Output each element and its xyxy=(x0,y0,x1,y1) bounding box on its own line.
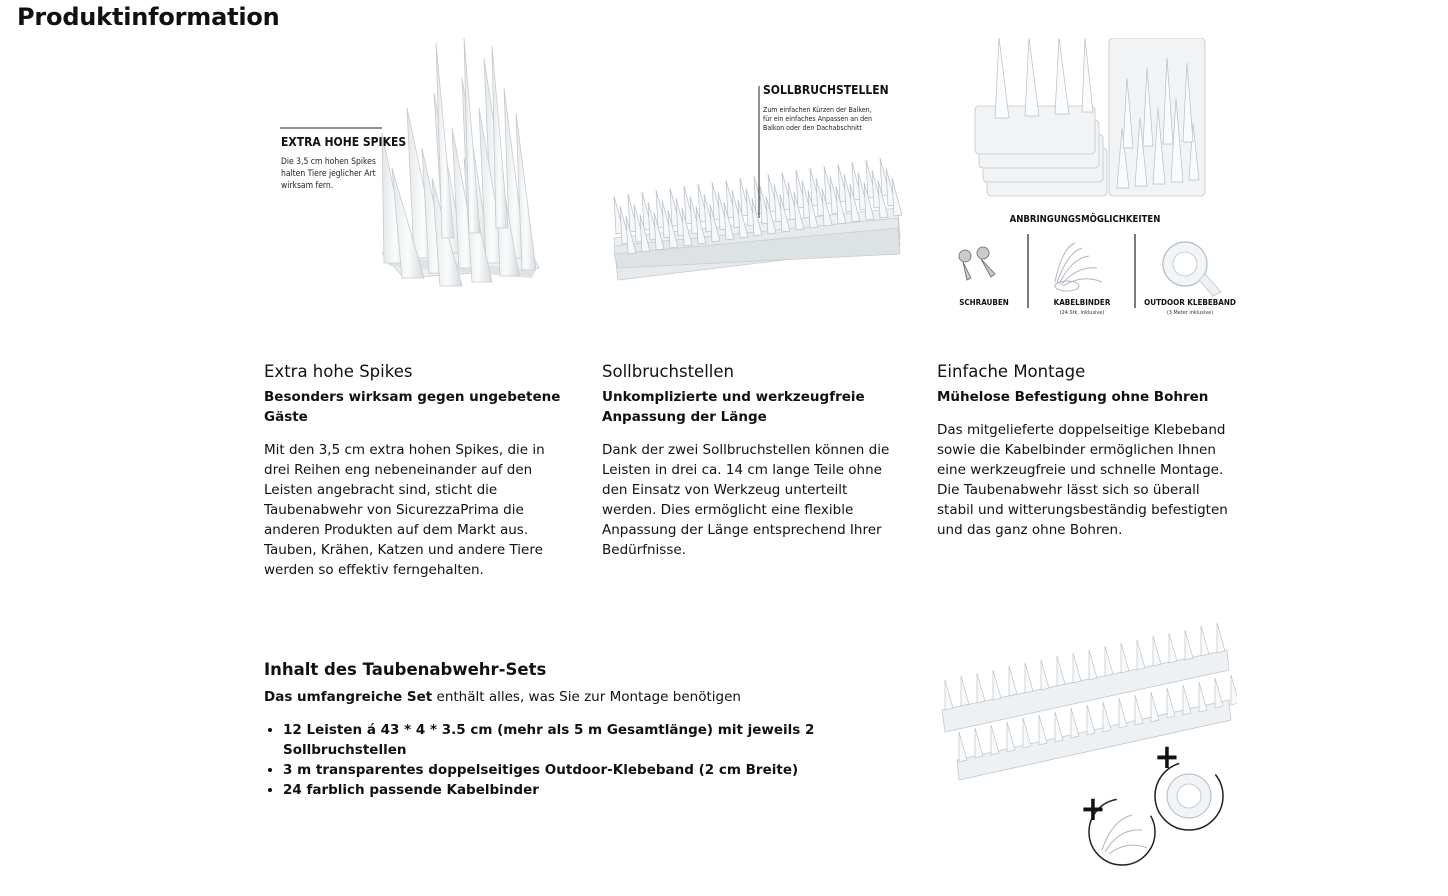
spikes-image-line2: halten Tiere jeglicher Art xyxy=(281,169,376,179)
set-item: • 3 m transparentes doppelseitiges Outdoor-Klebeband (2 cm Breite) xyxy=(283,760,904,780)
spikes-image-heading: EXTRA HOHE SPIKES xyxy=(281,135,407,149)
break-image-line1: Zum einfachen Kürzen der Balken, xyxy=(763,106,872,114)
mount-ties-label: KABELBINDER xyxy=(1053,298,1111,307)
set-contents-image xyxy=(937,620,1237,870)
spikes-image-line3: wirksam fern. xyxy=(281,181,334,191)
plus-icon: + xyxy=(1154,737,1180,777)
break-image-line3: Balkon oder den Dachabschnitt xyxy=(763,124,862,132)
feature-body: Mit den 3,5 cm extra hohen Spikes, die in drei Reihen eng nebeneinander auf den Leisten angebracht sind, sticht die Taubenabwehr von SicurezzaPrima die anderen Produkten auf dem Markt aus. Tauben, Krähen, Katzen und andere Tiere werden so effektiv ferngehalten. xyxy=(264,442,545,578)
feature-subtitle: Mühelose Befestigung ohne Bohren xyxy=(937,389,1209,405)
page-title: Produktinformation xyxy=(17,3,280,31)
screw-icon xyxy=(959,247,995,280)
mounting-image xyxy=(937,38,1237,330)
break-points-image xyxy=(602,38,902,330)
set-intro xyxy=(264,687,904,707)
mount-ties-note: (24 Stk. inklusive) xyxy=(1059,310,1105,316)
plus-icon: + xyxy=(1080,789,1106,829)
set-intro-bold: Das umfangreiche Set xyxy=(264,689,433,705)
feature-column-break-points xyxy=(602,362,902,560)
break-image-heading: SOLLBRUCHSTELLEN xyxy=(763,83,889,97)
feature-title: Einfache Montage xyxy=(937,362,1086,381)
mount-image-heading: ANBRINGUNGSMÖGLICHKEITEN xyxy=(1009,214,1161,225)
break-image-line2: für ein einfaches Anpassen an den xyxy=(763,115,873,123)
feature-column-spikes xyxy=(264,362,564,580)
feature-column-mounting xyxy=(937,362,1237,540)
mount-tape-note: (3 Meter inklusive) xyxy=(1166,310,1214,316)
feature-title: Extra hohe Spikes xyxy=(264,362,413,381)
set-contents xyxy=(264,660,904,800)
feature-body: Das mitgelieferte doppelseitige Klebeband sowie die Kabelbinder ermöglichen Ihnen eine werkzeugfreie und schnelle Montage. Die Taubenabwehr lässt sich so überall stabil und witterungsbeständig befestigten und das ganz ohne Bohren. xyxy=(937,422,1228,538)
feature-subtitle: Unkomplizierte und werkzeugfreie Anpassung der Länge xyxy=(602,389,865,425)
set-items-list xyxy=(264,720,904,800)
mount-tape-label: OUTDOOR KLEBEBAND xyxy=(1144,298,1236,307)
spikes-image-line1: Die 3,5 cm hohen Spikes xyxy=(281,157,376,167)
set-item: • 24 farblich passende Kabelbinder xyxy=(283,780,904,800)
set-item: • 12 Leisten á 43 * 4 * 3.5 cm (mehr als 5 m Gesamtlänge) mit jeweils 2 Sollbruchstellen xyxy=(283,720,904,760)
set-title: Inhalt des Taubenabwehr-Sets xyxy=(264,660,547,679)
cable-ties-icon xyxy=(1055,243,1102,291)
set-intro-rest: enthält alles, was Sie zur Montage benötigen xyxy=(432,689,741,705)
mount-screws-label: SCHRAUBEN xyxy=(959,298,1009,307)
extra-spikes-image xyxy=(264,38,564,330)
feature-body: Dank der zwei Sollbruchstellen können die Leisten in drei ca. 14 cm lange Teile ohne den Einsatz von Werkzeug unterteilt werden. Dies ermöglicht eine flexible Anpassung der Länge entsprechend Ihrer Bedürfnisse. xyxy=(602,442,890,558)
tape-roll-icon xyxy=(1163,242,1221,296)
feature-title: Sollbruchstellen xyxy=(602,362,734,381)
feature-subtitle: Besonders wirksam gegen ungebetene Gäste xyxy=(264,389,561,425)
